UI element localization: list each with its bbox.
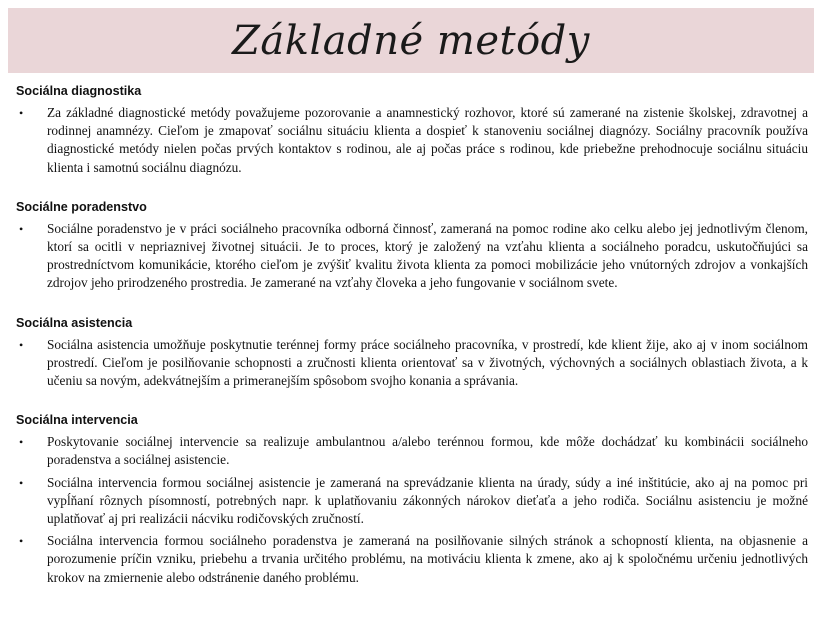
page-title: Základné metódy xyxy=(232,17,590,64)
section-socialna-diagnostika xyxy=(16,82,808,177)
list-item xyxy=(16,220,808,293)
content-area xyxy=(16,82,808,587)
list-item-text: Sociálne poradenstvo je v práci sociálneho pracovníka odborná činnosť, zameraná na pomoc rodine ako celku alebo jej jednotlivým členom, ktorí sa ocitli v nepriaznivej životnej situácii. Je to proces, ktorý je založený na vzťahu klienta a sociálneho poradcu, uskutočňujúci sa prostredníctvom komunikácie, ktorého cieľom je zvýšiť kvalitu života klienta za pomoci mobilizácie jeho vnútorných zdrojov a vonkajších zdrojov jeho prirodzeného prostredia. Je zamerané na vzťahy človeka a jeho fungovanie v sociálnom svete. xyxy=(47,220,808,291)
bullet-list xyxy=(16,336,808,391)
list-item-text: Poskytovanie sociálnej intervencie sa realizuje ambulantnou a/alebo terénnou formou, kde môže dochádzať ku kombinácii sociálneho poradenstva a sociálnej asistencie. xyxy=(47,434,808,468)
section-socialna-asistencia xyxy=(16,314,808,391)
bullet-list xyxy=(16,104,808,177)
bullet-icon: • xyxy=(19,475,24,490)
list-item xyxy=(16,474,808,529)
bullet-list xyxy=(16,220,808,293)
bullet-icon: • xyxy=(19,221,24,236)
list-item xyxy=(16,104,808,177)
list-item xyxy=(16,532,808,587)
list-item-text: Sociálna intervencia formou sociálneho poradenstva je zameraná na posilňovanie silných stránok a schopností klienta, na objasnenie a porozumenie príčin vzniku, priebehu a trvania určitého problému, na motiváciu klienta k zmene, ako aj k spoločnému určeniu jednotlivých krokov na zmiernenie alebo odstránenie daného problému. xyxy=(47,533,808,585)
section-socialna-intervencia xyxy=(16,411,808,587)
section-heading: Sociálne poradenstvo xyxy=(16,199,147,214)
section-heading: Sociálna diagnostika xyxy=(16,84,142,98)
section-socialne-poradenstvo xyxy=(16,198,808,293)
list-item xyxy=(16,433,808,469)
section-heading: Sociálna intervencia xyxy=(16,413,138,428)
list-item xyxy=(16,336,808,391)
bullet-icon: • xyxy=(19,337,24,352)
list-item-text: Sociálna intervencia formou sociálnej asistencie je zameraná na sprevádzanie klienta na úrady, súdy a iné inštitúcie, ako aj na pomoc pri vypĺňaní rôznych písomností, potrebných napr. k uplatňovaniu zákonných nárokov dieťaťa a jeho rodiča. Sociálnu asistenciu je možné uplatňovať aj pri realizácii nácviku rodičovských zručností. xyxy=(47,474,808,527)
bullet-list xyxy=(16,433,808,587)
list-item-text: Za základné diagnostické metódy považujeme pozorovanie a anamnestický rozhovor, ktoré sú zamerané na zistenie školskej, zdravotnej a rodinnej anamnézy. Cieľom je zmapovať sociálnu situáciu klienta a dospieť k stanoveniu sociálnej diagnózy. Sociálny pracovník používa diagnostické metódy nielen počas prvých kontaktov s rodinou, ale aj počas práce s rodinou, kde priebežne prehodnocuje sociálnu situáciu klienta i samotnú sociálnu diagnózu. xyxy=(47,105,808,175)
list-item-text: Sociálna asistencia umožňuje poskytnutie terénnej formy práce sociálneho pracovníka, v prostredí, kde klient žije, ako aj v inom sociálnom prostredí. Cieľom je posilňovanie schopnosti a zručnosti klienta orientovať sa v životných, výchovných a sociálnych oblastiach života, a k učeniu sa novým, adekvátnejším a primeranejším spôsobom svojho konania a správania. xyxy=(47,336,808,389)
section-heading: Sociálna asistencia xyxy=(16,315,133,330)
title-banner xyxy=(8,8,814,73)
bullet-icon: • xyxy=(19,106,24,120)
bullet-icon: • xyxy=(19,534,24,549)
bullet-icon: • xyxy=(19,435,24,450)
